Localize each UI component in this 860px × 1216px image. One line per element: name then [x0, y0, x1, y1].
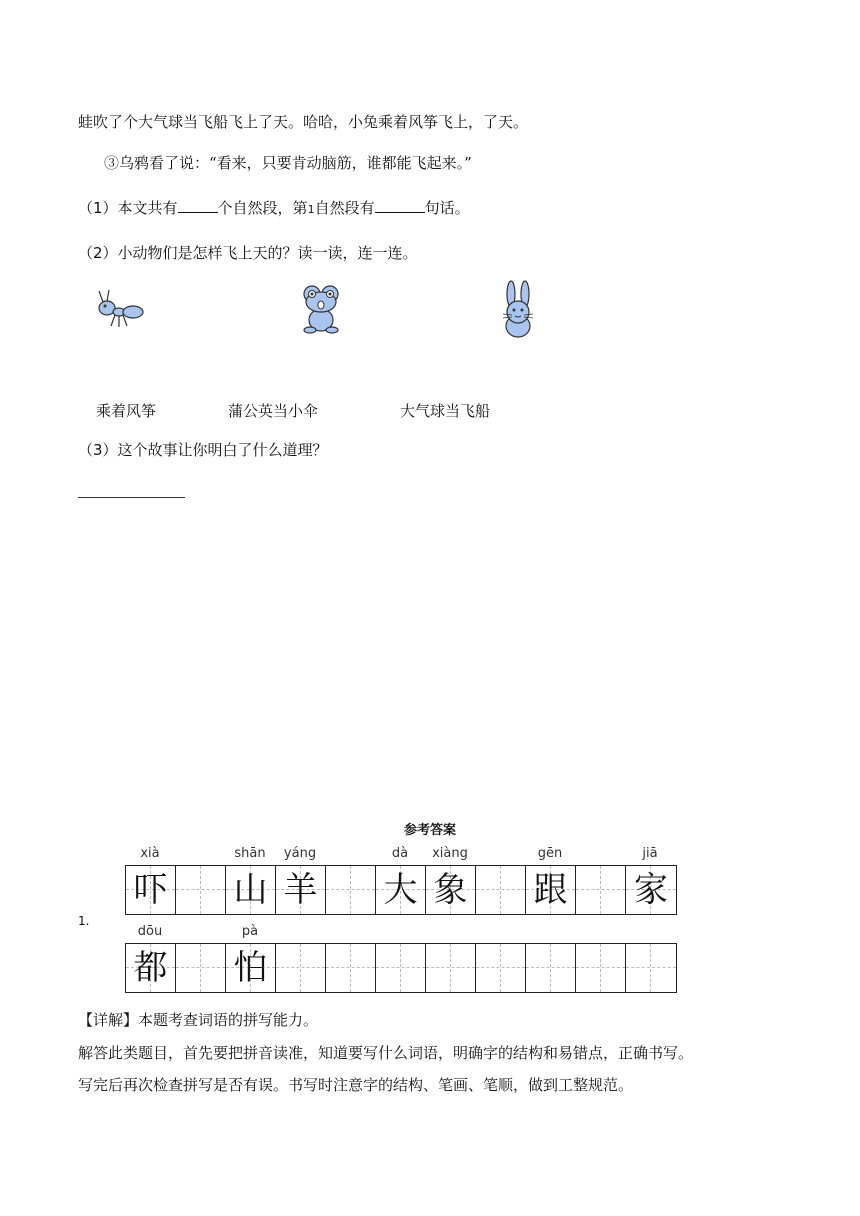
question-1-number: 1 [307, 203, 315, 216]
choice-balloon[interactable]: 大气球当飞船 [400, 402, 491, 420]
grid-character: 跟 [533, 870, 568, 910]
explanation-line-3: 写完后再次检查拼写是否有误。书写时注意字的结构、笔画、笔顺，做到工整规范。 [78, 1076, 634, 1094]
grid-cell[interactable] [276, 866, 326, 914]
answer-title: 参考答案 [403, 823, 456, 838]
grid-cell[interactable] [476, 866, 526, 914]
rabbit-icon [497, 280, 539, 338]
grid-cell[interactable] [176, 866, 226, 914]
grid-cell[interactable] [426, 866, 476, 914]
grid-character: 象 [433, 870, 468, 910]
grid-cell[interactable] [526, 866, 576, 914]
choice-dandelion[interactable]: 蒲公英当小伞 [228, 402, 319, 420]
answer-line[interactable] [78, 497, 185, 498]
grid-cell[interactable] [126, 944, 176, 992]
pinyin-label: pà [241, 924, 259, 939]
grid-cell[interactable] [626, 866, 676, 914]
grid-cell[interactable] [476, 944, 526, 992]
grid-character: 家 [634, 870, 668, 910]
question-1-part-d: 句话。 [424, 199, 470, 217]
grid-character: 山 [233, 870, 268, 910]
pinyin-label: xià [140, 846, 160, 861]
explanation-line-2: 解答此类题目，首先要把拼音读准，知道要写什么词语，明确字的结构和易错点，正确书写。 [78, 1044, 694, 1062]
grid-cell[interactable] [376, 944, 426, 992]
ant-icon [93, 288, 145, 330]
passage-line-2: ③乌鸦看了说：“看来，只要肯动脑筋，谁都能飞起来。” [104, 154, 472, 172]
pinyin-label: xiàng [432, 846, 468, 861]
grid-cell[interactable] [376, 866, 426, 914]
answer-number: 1. [78, 914, 90, 928]
grid-cell[interactable] [526, 944, 576, 992]
passage-line-1: 蛙吹了个大气球当飞船飞上了天。哈哈，小兔乘着风筝飞上，了天。 [78, 113, 529, 131]
question-3: （3）这个故事让你明白了什么道理？ [78, 441, 328, 459]
pinyin-label: yáng [283, 846, 317, 861]
question-1-part-b: 个自然段，第 [217, 199, 308, 217]
writing-grid-row-1 [125, 865, 677, 915]
grid-character: 吓 [133, 870, 168, 910]
grid-cell[interactable] [576, 866, 626, 914]
grid-cell[interactable] [176, 944, 226, 992]
pinyin-label: dōu [137, 924, 163, 939]
question-2: （2）小动物们是怎样飞上天的？读一读，连一连。 [78, 244, 418, 262]
answer-blank-1[interactable] [178, 198, 218, 213]
choice-kite[interactable]: 乘着风筝 [96, 402, 157, 420]
grid-character: 羊 [283, 870, 318, 910]
grid-cell[interactable] [426, 944, 476, 992]
grid-cell[interactable] [226, 866, 276, 914]
grid-cell[interactable] [226, 944, 276, 992]
pinyin-label: shān [234, 846, 266, 861]
pinyin-label: gēn [537, 846, 563, 861]
question-1 [78, 198, 470, 220]
grid-cell[interactable] [576, 944, 626, 992]
pinyin-label: jiā [642, 846, 658, 861]
grid-character: 大 [383, 870, 418, 910]
grid-cell[interactable] [276, 944, 326, 992]
question-1-part-a: （1）本文共有 [78, 199, 178, 217]
grid-cell[interactable] [626, 944, 676, 992]
frog-icon [300, 282, 342, 334]
grid-cell[interactable] [326, 944, 376, 992]
pinyin-label: dà [391, 846, 409, 861]
grid-character: 都 [133, 948, 168, 988]
explanation-heading: 【详解】本题考查词语的拼写能力。 [78, 1011, 319, 1029]
grid-cell[interactable] [126, 866, 176, 914]
writing-grid-row-2 [125, 943, 677, 993]
answer-blank-2[interactable] [375, 198, 425, 213]
grid-cell[interactable] [326, 866, 376, 914]
grid-character: 怕 [233, 948, 268, 988]
question-1-part-c: 自然段有 [314, 199, 375, 217]
